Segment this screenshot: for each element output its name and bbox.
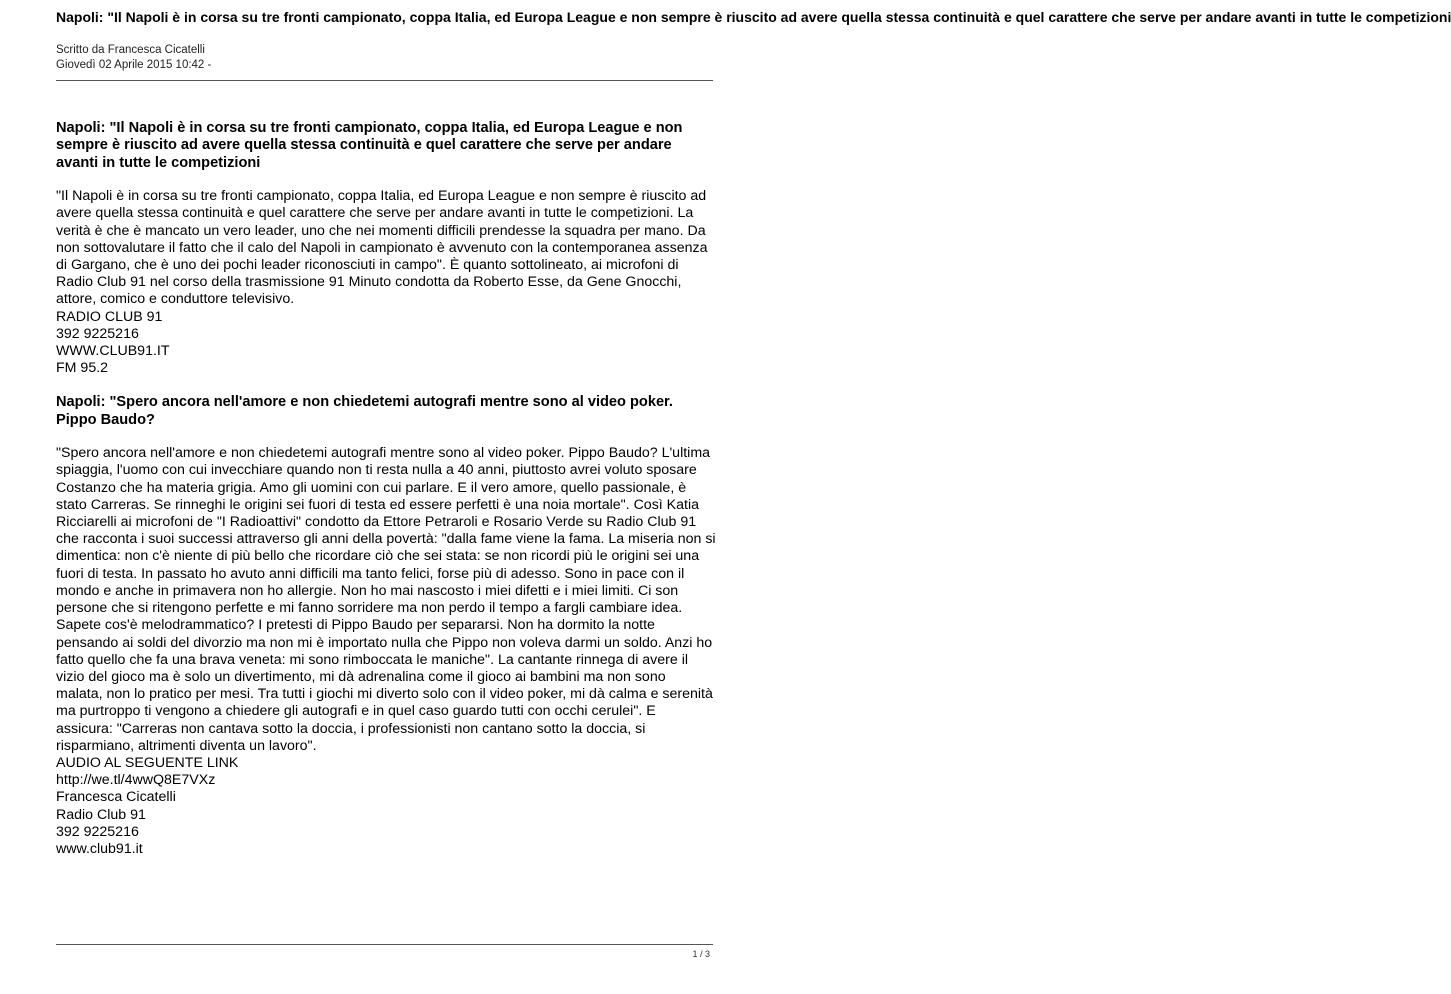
contact-line: RADIO CLUB 91 [56, 308, 163, 325]
footer-divider [56, 944, 713, 945]
page-header-title: Napoli: "Il Napoli è in corsa su tre fronti campionato, coppa Italia, ed Europa League e non sempre è riuscito ad avere quella stessa continuità e quel carattere che serve per andare avanti in tutte le competizioni [56, 9, 1451, 25]
audio-link[interactable]: http://we.tl/4wwQ8E7VXz [56, 772, 216, 789]
article-2-title: Napoli: "Spero ancora nell'amore e non chiedetemi autografi mentre sono al video poker. Pippo Baudo? [56, 394, 673, 428]
author-line: Scritto da Francesca Cicatelli [56, 44, 205, 56]
contact-link[interactable]: www.club91.it [56, 840, 143, 857]
contact-line: 392 9225216 [56, 325, 139, 342]
article-1-body: "Il Napoli è in corsa su tre fronti campionato, coppa Italia, ed Europa League e non sempre è riuscito ad avere quella stessa continuità e quel carattere che serve per andare avanti in tutte le competizioni. La verità è che è mancato un vero leader, uno che nei momenti difficili prendesse la squadra per mano. Da non sottovalutare il fatto che il calo del Napoli in campionato è avvenuto con la contemporanea assenza di Gargano, che è uno dei pochi leader riconosciuti in campo". È quanto sottolineato, ai microfoni di Radio Club 91 nel corso della trasmissione 91 Minuto condotta da Roberto Esse, da Gene Gnocchi, attore, comico e conduttore televisivo. [56, 188, 708, 308]
contact-line: 392 9225216 [56, 823, 139, 840]
article-2 [56, 394, 716, 858]
contact-line: Francesca Cicatelli [56, 789, 176, 806]
main-content [56, 120, 716, 875]
contact-link[interactable]: WWW.CLUB91.IT [56, 343, 170, 360]
contact-line: FM 95.2 [56, 360, 109, 377]
article-2-body: "Spero ancora nell'amore e non chiedetemi autografi mentre sono al video poker. Pippo Baudo? L'ultima spiaggia, l'uomo con cui invecchiare quando non ti resta nulla a 40 anni, piuttosto avrei voluto sposare Costanzo che ha materia grigia. Amo gli uomini con cui parlare. E il vero amore, quello passionale, è stato Carreras. Se rinneghi le origini sei fuori di testa ed essere perfetti è una noia mortale". Così Katia Ricciarelli ai microfoni de "I Radioattivi" condotto da Ettore Petraroli e Rosario Verde su Radio Club 91 che racconta i suoi successi attraverso gli anni della povertà: "dalla fame viene la fama. La miseria non si dimentica: non c'è niente di più bello che ricordare ciò che sei stata: se non ricordi più le origini sei una fuori di testa. In passato ho avuto anni difficili ma tanto felici, forse più di adesso. Sono in pace con il mondo e anche in primavera non ho allergie. Non ho mai nascosto i miei difetti e i miei limiti. Ci son persone che si ritengono perfette e mi fanno sorridere ma non perdo il tempo a fargli cambiare idea. Sapete cos'è melodrammatico? I pretesti di Pippo Baudo per separarsi. Non ha dormito la notte pensando ai soldi del divorzio ma non mi è importato nulla che Pippo non voleva darmi un soldo. Anzi ho fatto quello che fa una brava veneta: mi sono rimboccata le maniche". La cantante rinnega di avere il vizio del gioco ma è solo un divertimento, mi dà adrenalina come il gioco ai bambini ma non sono malata, non lo pratico per mesi. Tra tutti i giochi mi diverto solo con il video poker, mi dà calma e serenità ma purtroppo ti vengono a chiedere gli autografi e in quel caso guardo tutti con occhi cerulei". E assicura: "Carreras non cantava sotto la doccia, i professionisti non cantano sotto la doccia, si risparmiano, altrimenti diventa un lavoro". [56, 445, 716, 754]
article-1 [56, 120, 716, 377]
header-divider [56, 80, 713, 81]
article-meta [56, 43, 211, 73]
contact-line: Radio Club 91 [56, 806, 146, 823]
contact-line: AUDIO AL SEGUENTE LINK [56, 754, 239, 771]
article-1-contact [56, 309, 716, 378]
date-line: Giovedì 02 Aprile 2015 10:42 - [56, 59, 212, 71]
page-number: 1 / 3 [692, 949, 710, 959]
article-2-contact [56, 755, 716, 858]
article-1-title: Napoli: "Il Napoli è in corsa su tre fronti campionato, coppa Italia, ed Europa League e non sempre è riuscito ad avere quella stessa continuità e quel carattere che serve per andare avanti in tutte le competizioni [56, 120, 683, 171]
